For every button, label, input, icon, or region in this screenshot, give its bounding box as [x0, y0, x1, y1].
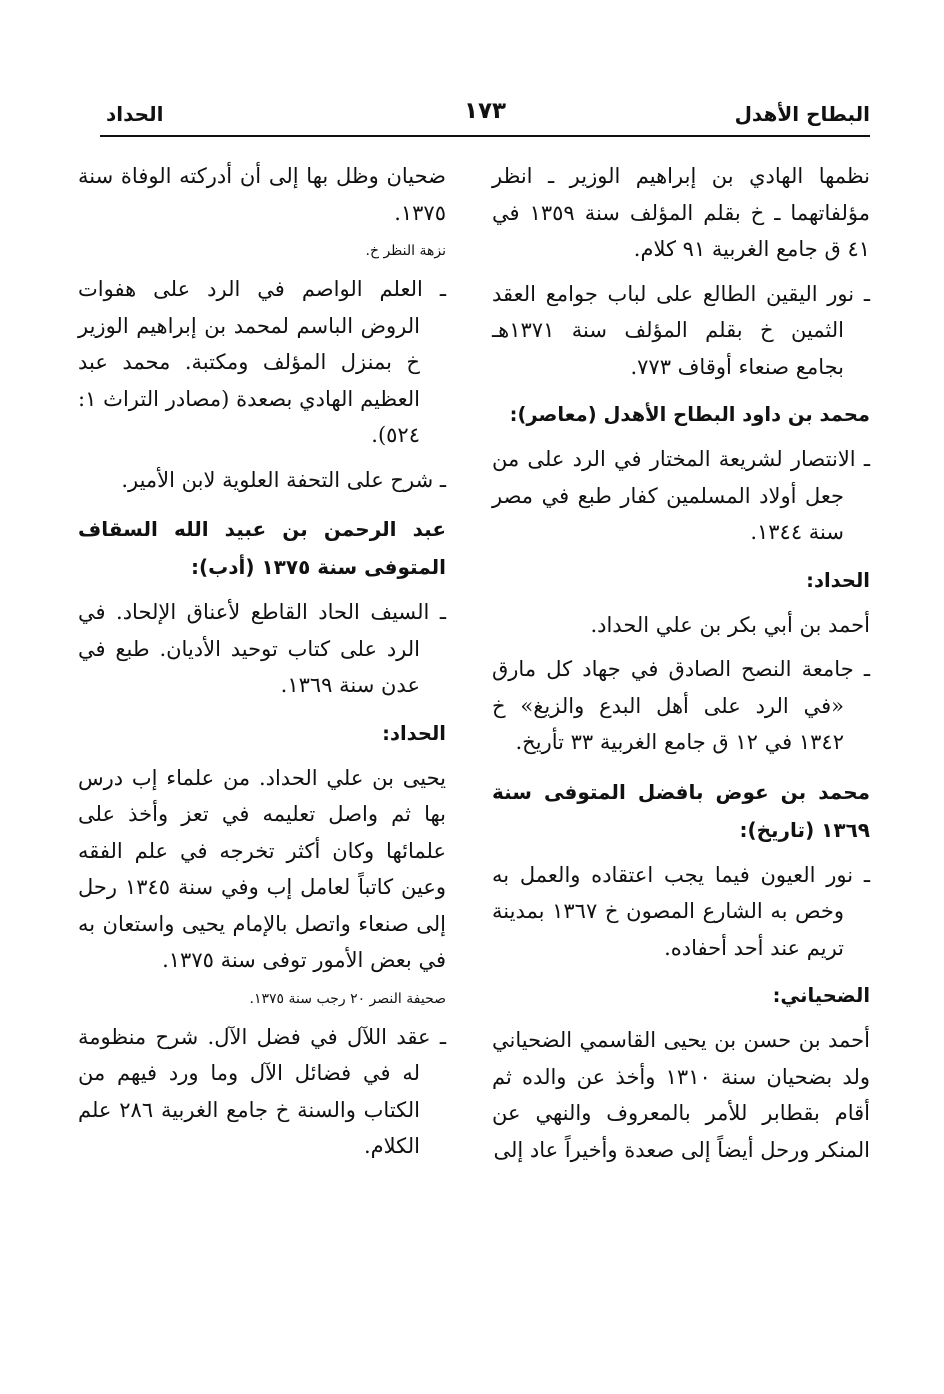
- left-bullet-entry: ـ العلم الواصم في الرد على هفوات الروض الباسم لمحمد بن إبراهيم الوزير خ بمنزل المؤلف ومكتبة. محمد عبد العظيم الهادي بصعدة (مصادر التراث ١: ٥٢٤).: [78, 277, 446, 447]
- right-bullet-entry: ـ نور العيون فيما يجب اعتقاده والعمل به وخص به الشارع المصون خ ١٣٦٧ بمدينة تريم عند أحد أحفاده.: [492, 862, 870, 960]
- right-section-heading: الحداد:: [806, 568, 870, 592]
- right-section-heading: محمد بن داود البطاح الأهدل (معاصر):: [509, 403, 870, 426]
- page-header: [100, 98, 870, 134]
- right-bullet-entry: ـ نور اليقين الطالع على لباب جوامع العقد الثمين خ بقلم المؤلف سنة ١٣٧١هـ بجامع صنعاء أوقاف ٧٧٣.: [492, 281, 870, 379]
- right-paragraph: نظمها الهادي بن إبراهيم الوزير ـ انظر مؤلفاتهما ـ خ بقلم المؤلف سنة ١٣٥٩ في ٤١ ق جامع الغربية ٩١ كلام.: [492, 164, 870, 261]
- right-bullet-entry: ـ الانتصار لشريعة المختار في الرد على من جعل أولاد المسلمين كفار طبع في مصر سنة ١٣٤٤.: [492, 447, 870, 544]
- left-column: [78, 158, 446, 1173]
- left-paragraph: ضحيان وظل بها إلى أن أدركته الوفاة سنة ١٣٧٥.: [78, 164, 446, 225]
- right-paragraph: أحمد بن حسن بن يحيى القاسمي الضحياني ولد بضحيان سنة ١٣١٠ وأخذ عن والده ثم أقام بقطابر للأمر بالمعروف والنهي عن المنكر ورحل أيضاً إلى صعدة وأخيراً عاد إلى: [492, 1028, 870, 1162]
- running-title-left: الحداد: [106, 102, 164, 126]
- left-bullet-entry: ـ شرح على التحفة العلوية لابن الأمير.: [121, 467, 446, 492]
- right-section-heading: الضحياني:: [772, 984, 870, 1007]
- left-source-note: صحيفة النصر ٢٠ رجب سنة ١٣٧٥.: [249, 990, 446, 1007]
- right-column: [492, 158, 870, 1176]
- right-paragraph: أحمد بن أبي بكر بن علي الحداد.: [590, 612, 870, 637]
- left-section-heading: عبد الرحمن بن عبيد الله السقاف المتوفى سنة ١٣٧٥ (أدب):: [78, 517, 446, 579]
- right-bullet-entry: ـ جامعة النصح الصادق في جهاد كل مارق «في الرد على أهل البدع والزيغ» خ ١٣٤٢ في ١٢ ق جامع الغربية ٣٣ تأريخ.: [492, 657, 870, 754]
- right-section-heading: محمد بن عوض بافضل المتوفى سنة ١٣٦٩ (تاريخ):: [492, 779, 870, 842]
- left-paragraph: يحيى بن علي الحداد. من علماء إب درس بها ثم واصل تعليمه في تعز وأخذ على علمائها وكان أكثر تخرجه في علم الفقه وعين كاتباً لعامل إب وفي سنة ١٣٤٥ رحل إلى صنعاء واتصل بالإمام يحيى واستعان به في بعض الأمور توفى سنة ١٣٧٥.: [78, 765, 446, 972]
- page-number: ١٧٣: [463, 98, 507, 124]
- left-section-heading: الحداد:: [382, 721, 446, 745]
- left-bullet-entry: ـ عقد اللآل في فضل الآل. شرح منظومة له في فضائل الآل وما ورد فيهم من الكتاب والسنة خ جامع الغربية ٢٨٦ علم الكلام.: [78, 1024, 446, 1158]
- left-source-note: نزهة النظر خ.: [365, 243, 446, 259]
- header-rule: [100, 135, 870, 137]
- left-bullet-entry: ـ السيف الحاد القاطع لأعناق الإلحاد. في الرد على كتاب توحيد الأديان. طبع في عدن سنة ١٣٦٩.: [78, 600, 446, 697]
- running-title-right: البطاح الأهدل: [734, 102, 870, 126]
